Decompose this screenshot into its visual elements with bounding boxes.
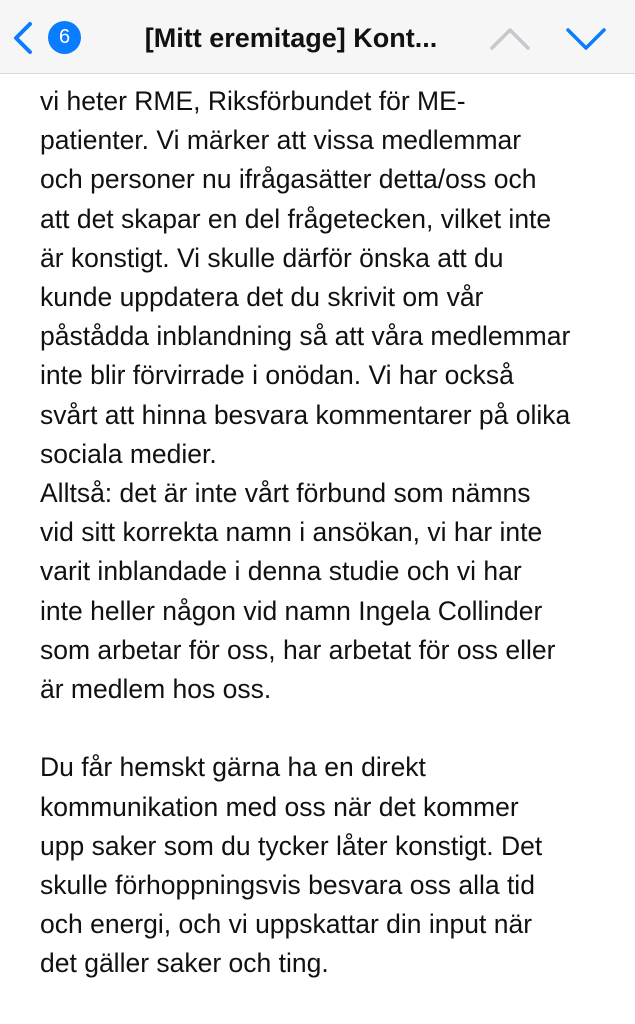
chevron-left-icon [8,18,38,58]
message-paragraph: Du får hemskt gärna ha en direkt kommunikation med oss när det kommer upp saker som du tycker låter konstigt. Det skulle förhoppningsvis besvara oss alla tid och energi, och vi uppskattar din input när det gäller saker och ting. [40,752,543,979]
navigation-bar [0,0,635,74]
message-paragraph: vi heter RME, Riksförbundet för ME- patienter. Vi märker att vissa medlemmar och personer nu ifrågasätter detta/oss och att det skapar en del frågetecken, vilket inte är konstigt. Vi skulle därför önska att du kunde uppdatera det du skrivit om vår påstådda inblandning så att våra medlemmar inte blir förvirrade i onödan. Vi har också svårt att hinna besvara kommentarer på olika sociala medier. [40,86,571,469]
message-body [40,82,620,984]
chevron-up-icon [488,22,532,54]
previous-message-button[interactable] [488,22,532,54]
message-subject-title: [Mitt eremitage] Kont... [144,23,438,53]
unread-count-badge[interactable]: 6 [48,21,81,54]
message-paragraph: Alltså: det är inte vårt förbund som nämns vid sitt korrekta namn i ansökan, vi har inte varit inblandade i denna studie och vi har inte heller någon vid namn Ingela Collinder som arbetar för oss, har arbetat för oss eller är medlem hos oss. [40,478,556,705]
chevron-down-icon [564,22,608,54]
next-message-button[interactable] [564,22,608,54]
paragraph-spacer [40,709,620,748]
